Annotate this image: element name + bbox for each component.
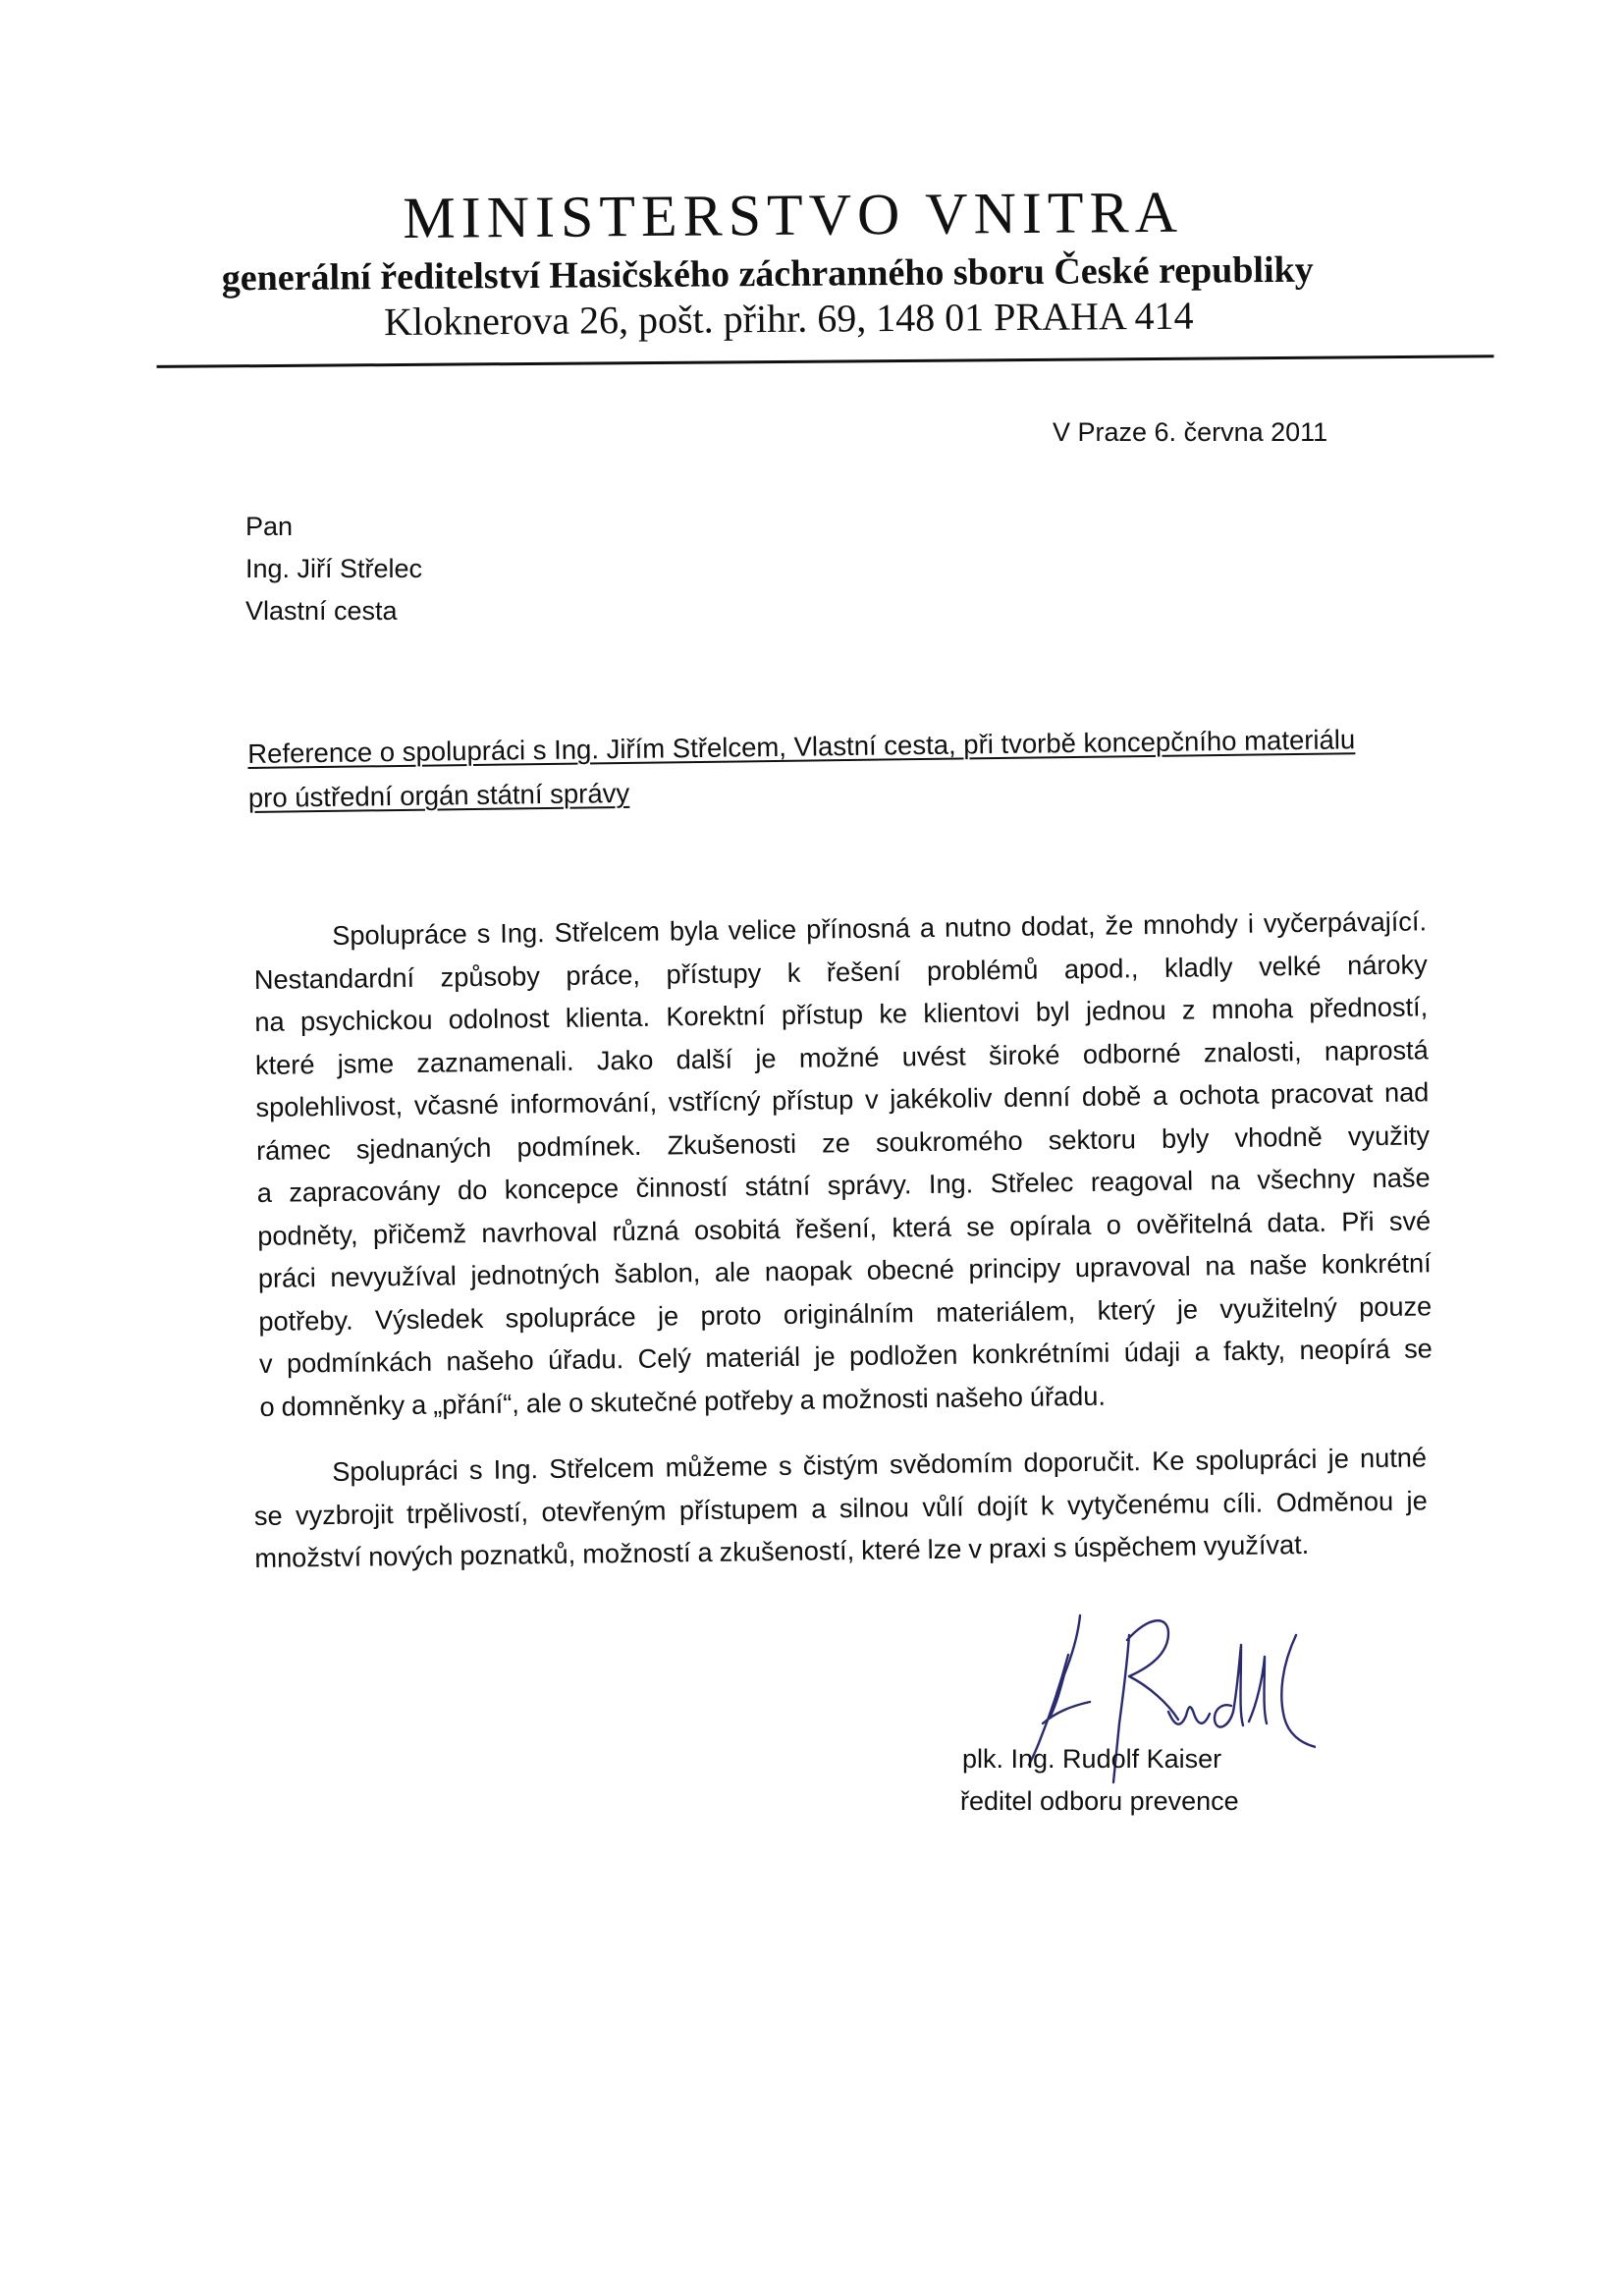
body-paragraph-2 (253, 1436, 1429, 1579)
letterhead (147, 166, 1492, 345)
letterhead-ministry: MINISTERSTVO VNITRA (403, 179, 1184, 250)
paragraph-line: množství nových poznatků, možností a zkušeností, které lze v praxi s úspěchem využívat. (254, 1528, 1310, 1573)
paragraph-line: se vyzbrojit trpělivostí, otevřeným přístupem a silnou vůlí dojít k vytyčenému cíli. Odměnou je (253, 1484, 1428, 1531)
recipient-company: Vlastní cesta (245, 596, 398, 626)
paragraph-line: spolehlivost, včasné informování, vstřícný přístup v jakékoliv denní době a ochota pracovat nad (255, 1076, 1430, 1122)
subject-heading (247, 716, 1427, 820)
paragraph-line: o domněnky a „přání“, ale o skutečné potřeby a možnosti našeho úřadu. (259, 1380, 1107, 1422)
paragraph-line: v podmínkách našeho úřadu. Celý materiál je podložen konkrétními údaji a fakty, neopírá se (258, 1333, 1433, 1379)
signature-block (960, 1738, 1239, 1823)
paragraph-line: a zapracovány do koncepce činností státní správy. Ing. Střelec reagoval na všechny naše (256, 1162, 1431, 1208)
subject-line: pro ústřední orgán státní správy (247, 777, 630, 813)
recipient-salutation: Pan (245, 512, 294, 541)
letterhead-address: Kloknerova 26, pošt. přihr. 69, 148 01 PRAHA 414 (383, 293, 1194, 345)
recipient-name: Ing. Jiří Střelec (245, 554, 423, 583)
paragraph-line: podněty, přičemž navrhoval různá osobitá řešení, která se opírala o ověřitelná data. Při své (257, 1204, 1432, 1251)
recipient-block (245, 506, 422, 632)
paragraph-line: Spolupráci s Ing. Střelcem můžeme s čistým svědomím doporučit. Ke spolupráci je nutné (332, 1442, 1428, 1487)
paragraph-line: které jsme zaznamenali. Jako další je možné uvést široké odborné znalosti, naprostá (254, 1033, 1429, 1080)
paragraph-line: rámec sjednaných podmínek. Zkušenosti ze soukromého sektoru byly vhodně využity (255, 1119, 1431, 1166)
letter-date: V Praze 6. června 2011 (1053, 417, 1328, 447)
letterhead-divider (157, 355, 1494, 368)
body-paragraph-1 (253, 900, 1434, 1428)
paragraph-line: Spolupráce s Ing. Střelcem byla velice přínosná a nutno dodat, že mnohdy i vyčerpávající. (332, 905, 1428, 951)
subject-line: Reference o spolupráci s Ing. Jiřím Střelcem, Vlastní cesta, při tvorbě koncepčního materiálu (247, 724, 1356, 769)
signer-title: ředitel odboru prevence (960, 1786, 1239, 1816)
signer-name: plk. Ing. Rudolf Kaiser (962, 1744, 1222, 1774)
paragraph-line: Nestandardní způsoby práce, přístupy k řešení problémů apod., kladly velké nároky (253, 948, 1428, 995)
paragraph-line: na psychickou odolnost klienta. Korektní přístup ke klientovi byl jednou z mnoha předností, (254, 991, 1429, 1037)
paragraph-line: potřeby. Výsledek spolupráce je proto originálním materiálem, který je využitelný pouze (258, 1289, 1433, 1337)
letterhead-directorate: generální ředitelství Hasičského záchranného sboru České republiky (221, 248, 1314, 300)
paragraph-line: práci nevyužíval jednotných šablon, ale naopak obecné principy upravoval na naše konkrétní (257, 1247, 1432, 1293)
